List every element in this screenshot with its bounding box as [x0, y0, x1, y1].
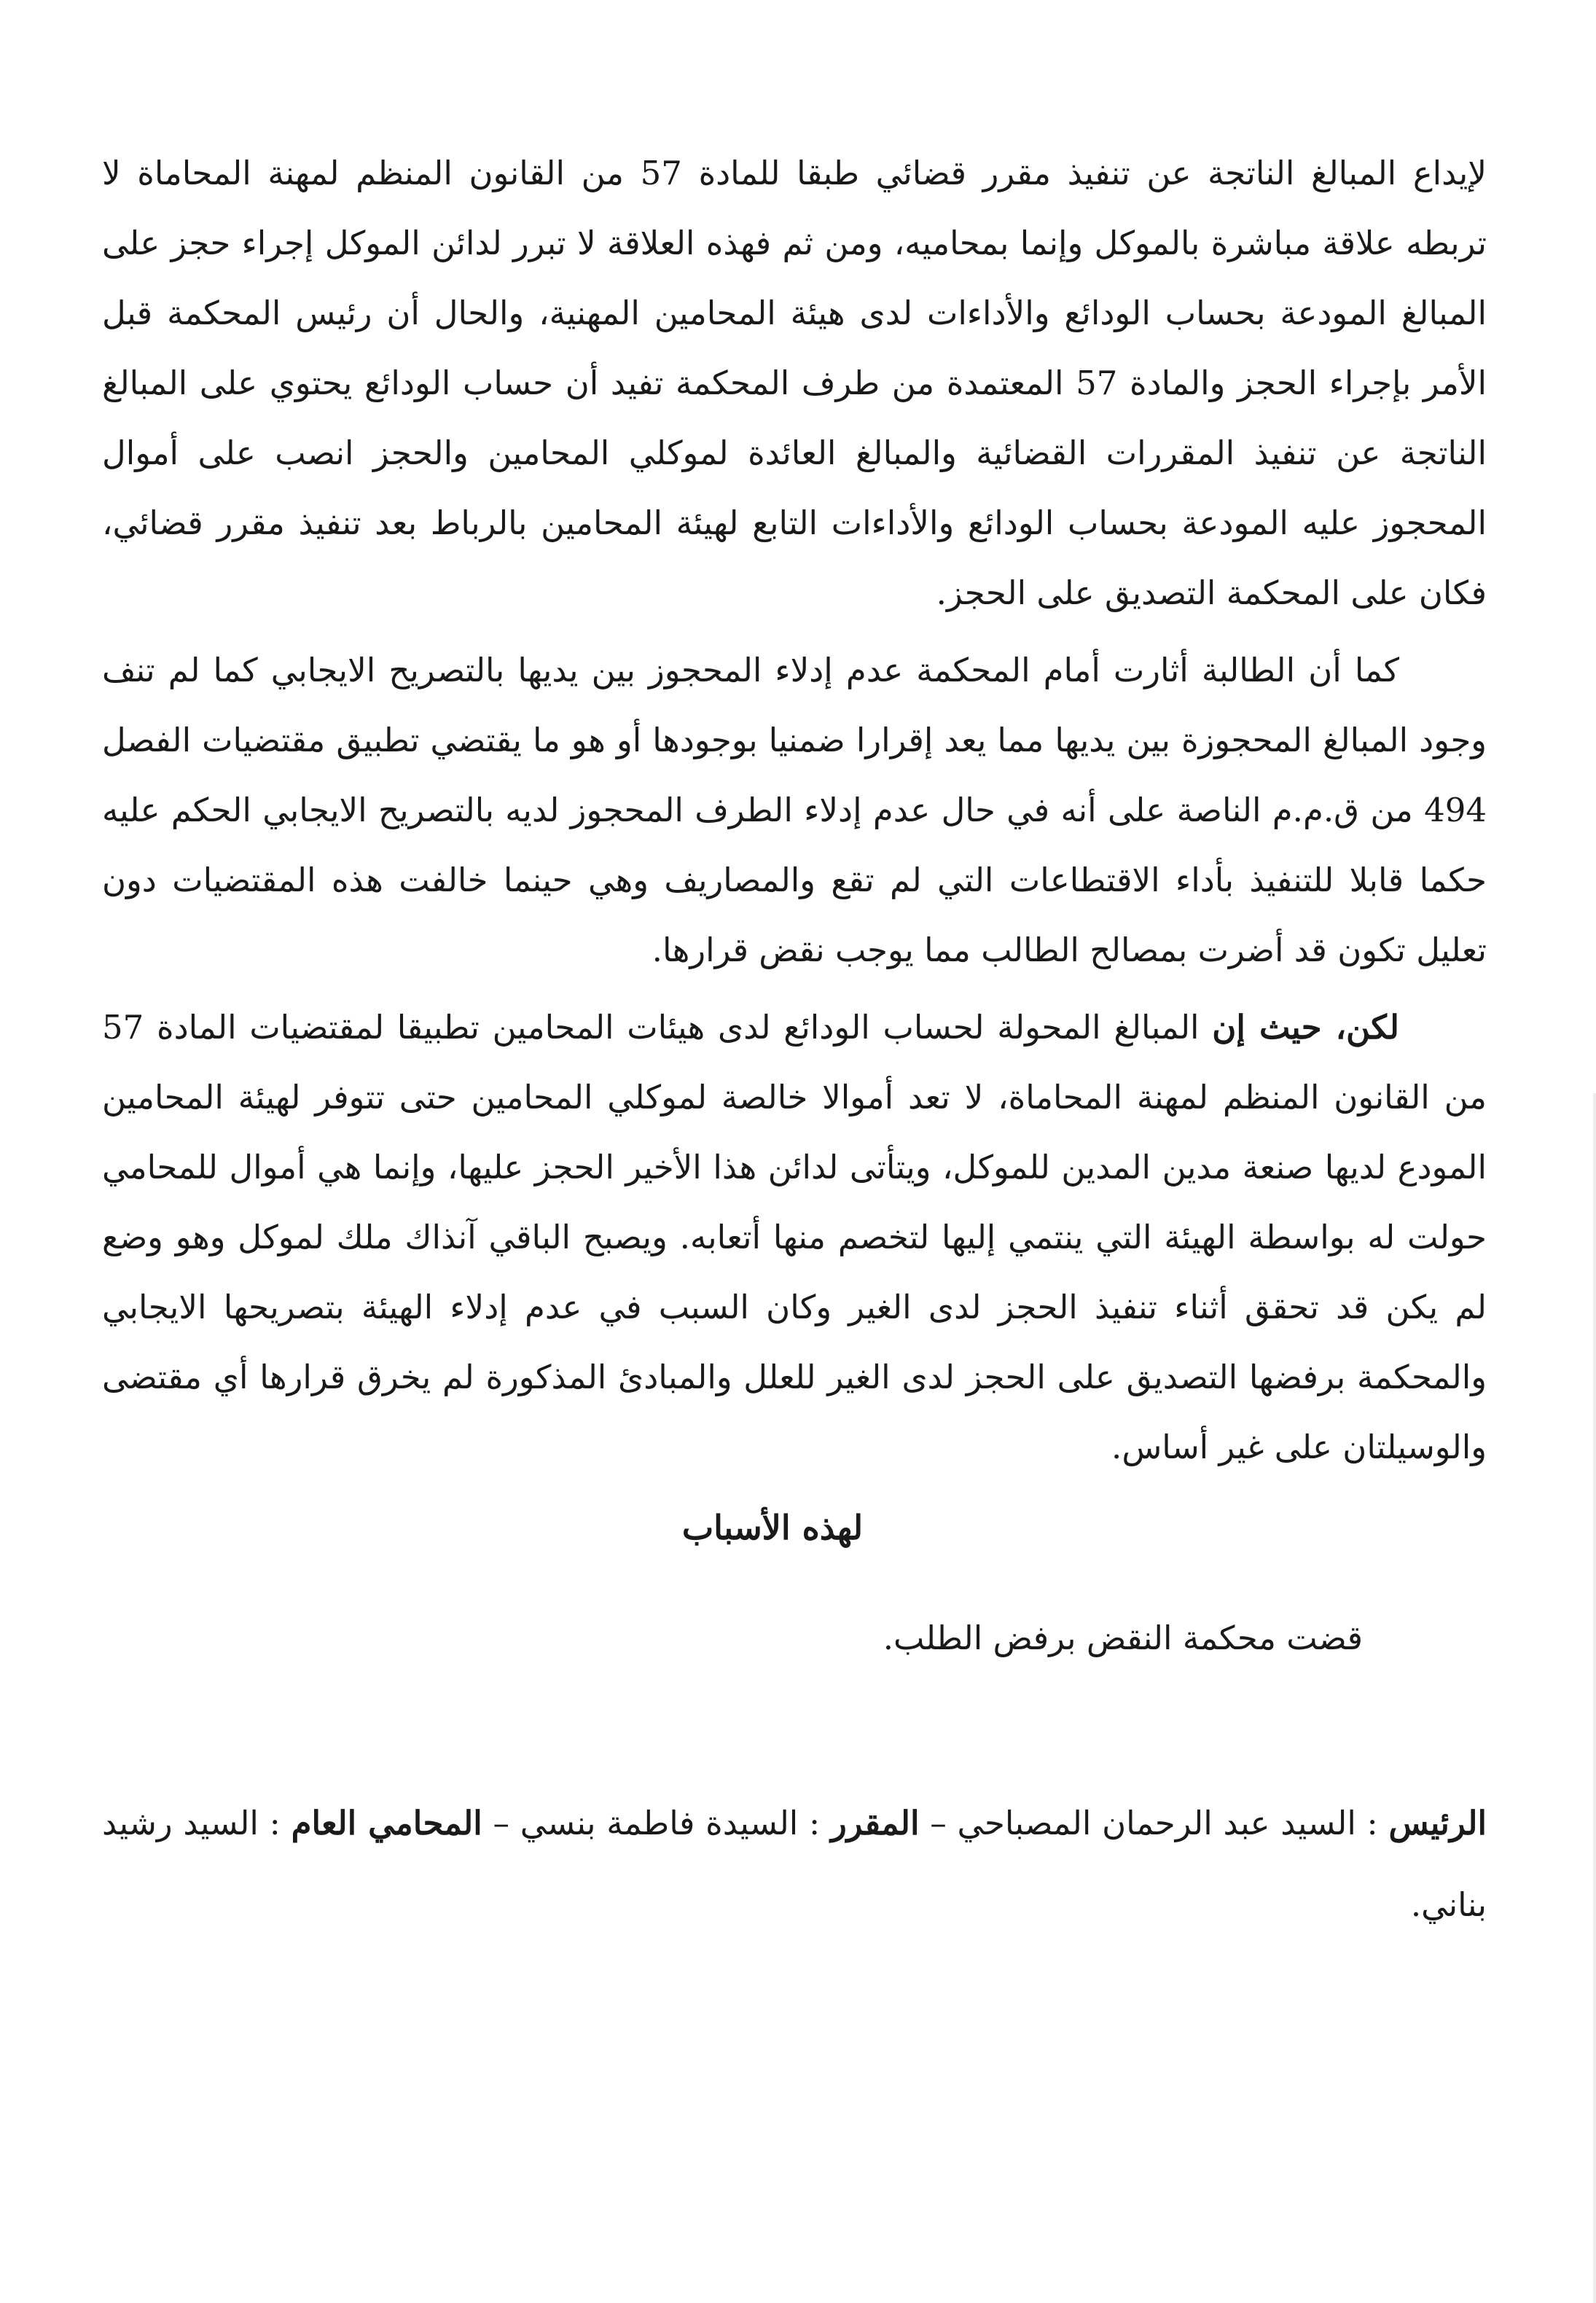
reasoning-body-text: المبالغ المحولة لحساب الودائع لدى هيئات المحامين تطبيقا لمقتضيات المادة 57 من القانون المنظم لمهنة المحاماة، لا تعد أموالا خالصة لموكلي المحامين حتى تتوفر لهيئة المحامين المودع لديها صنعة مدين المدين للموكل، ويتأتى لدائن هذا الأخير الحجز عليها، وإنما هي أموال للمحامي حولت له بواسطة الهيئة التي ينتمي إليها لتخصم منها أتعابه. ويصبح الباقي آنذاك ملك لموكل وهو وضع لم يكن قد تحقق أثناء تنفيذ الحجز لدى الغير وكان السبب في عدم إدلاء الهيئة بتصريحها الايجابي والمحكمة برفضها التصديق على الحجز لدى الغير للعلل والمبادئ المذكورة لم يخرق قرارها أي مقتضى والوسيلتان على غير أساس. — [102, 1008, 1487, 1466]
document-body — [102, 138, 1487, 1946]
signature-block — [102, 1783, 1487, 1946]
page-edge-shadow — [1593, 1093, 1596, 2303]
paragraph-deposit-account: لإيداع المبالغ الناتجة عن تنفيذ مقرر قضائي طبقا للمادة 57 من القانون المنظم لمهنة المحاماة لا تربطه علاقة مباشرة بالموكل وإنما بمحاميه، ومن ثم فهذه العلاقة لا تبرر لدائن الموكل إجراء حجز على المبالغ المودعة بحساب الودائع والأداءات لدى هيئة المحامين المهنية، والحال أن رئيس المحكمة قبل الأمر بإجراء الحجز والمادة 57 المعتمدة من طرف المحكمة تفيد أن حساب الودائع يحتوي على المبالغ الناتجة عن تنفيذ المقررات القضائية والمبالغ العائدة لموكلي المحامين والحجز انصب على أموال المحجوز عليه المودعة بحساب الودائع والأداءات التابع لهيئة المحامين بالرباط بعد تنفيذ مقرر قضائي، فكان على المحكمة التصديق على الحجز. — [102, 154, 1487, 612]
advocate-general-name: : السيد رشيد بناني. — [102, 1804, 1487, 1924]
section-heading-reasons: لهذه الأسباب — [681, 1508, 864, 1547]
paragraph-court-reasoning — [102, 993, 1487, 1482]
president-label: الرئيس — [1388, 1804, 1487, 1842]
reasoning-lead-phrase: لكن، حيث إن — [1212, 1008, 1399, 1047]
advocate-general-label: المحامي العام — [291, 1804, 482, 1842]
rapporteur-name: : السيدة فاطمة بنسي – — [482, 1804, 831, 1842]
president-name: : السيد عبد الرحمان المصباحي – — [919, 1804, 1389, 1842]
court-decision: قضت محكمة النقض برفض الطلب. — [883, 1619, 1363, 1657]
paragraph-positive-declaration: كما أن الطالبة أثارت أمام المحكمة عدم إدلاء المحجوز بين يديها بالتصريح الايجابي كما لم تنف وجود المبالغ المحجوزة بين يديها مما يعد إقرارا ضمنيا بوجودها أو هو ما يقتضي تطبيق مقتضيات الفصل 494 من ق.م.م الناصة على أنه في حال عدم إدلاء الطرف المحجوز لديه بالتصريح الايجابي الحكم عليه حكما قابلا للتنفيذ بأداء الاقتطاعات التي لم تقع والمصاريف وهي حينما خالفت هذه المقتضيات دون تعليل تكون قد أضرت بمصالح الطالب مما يوجب نقض قرارها. — [102, 651, 1487, 969]
rapporteur-label: المقرر — [830, 1804, 920, 1842]
